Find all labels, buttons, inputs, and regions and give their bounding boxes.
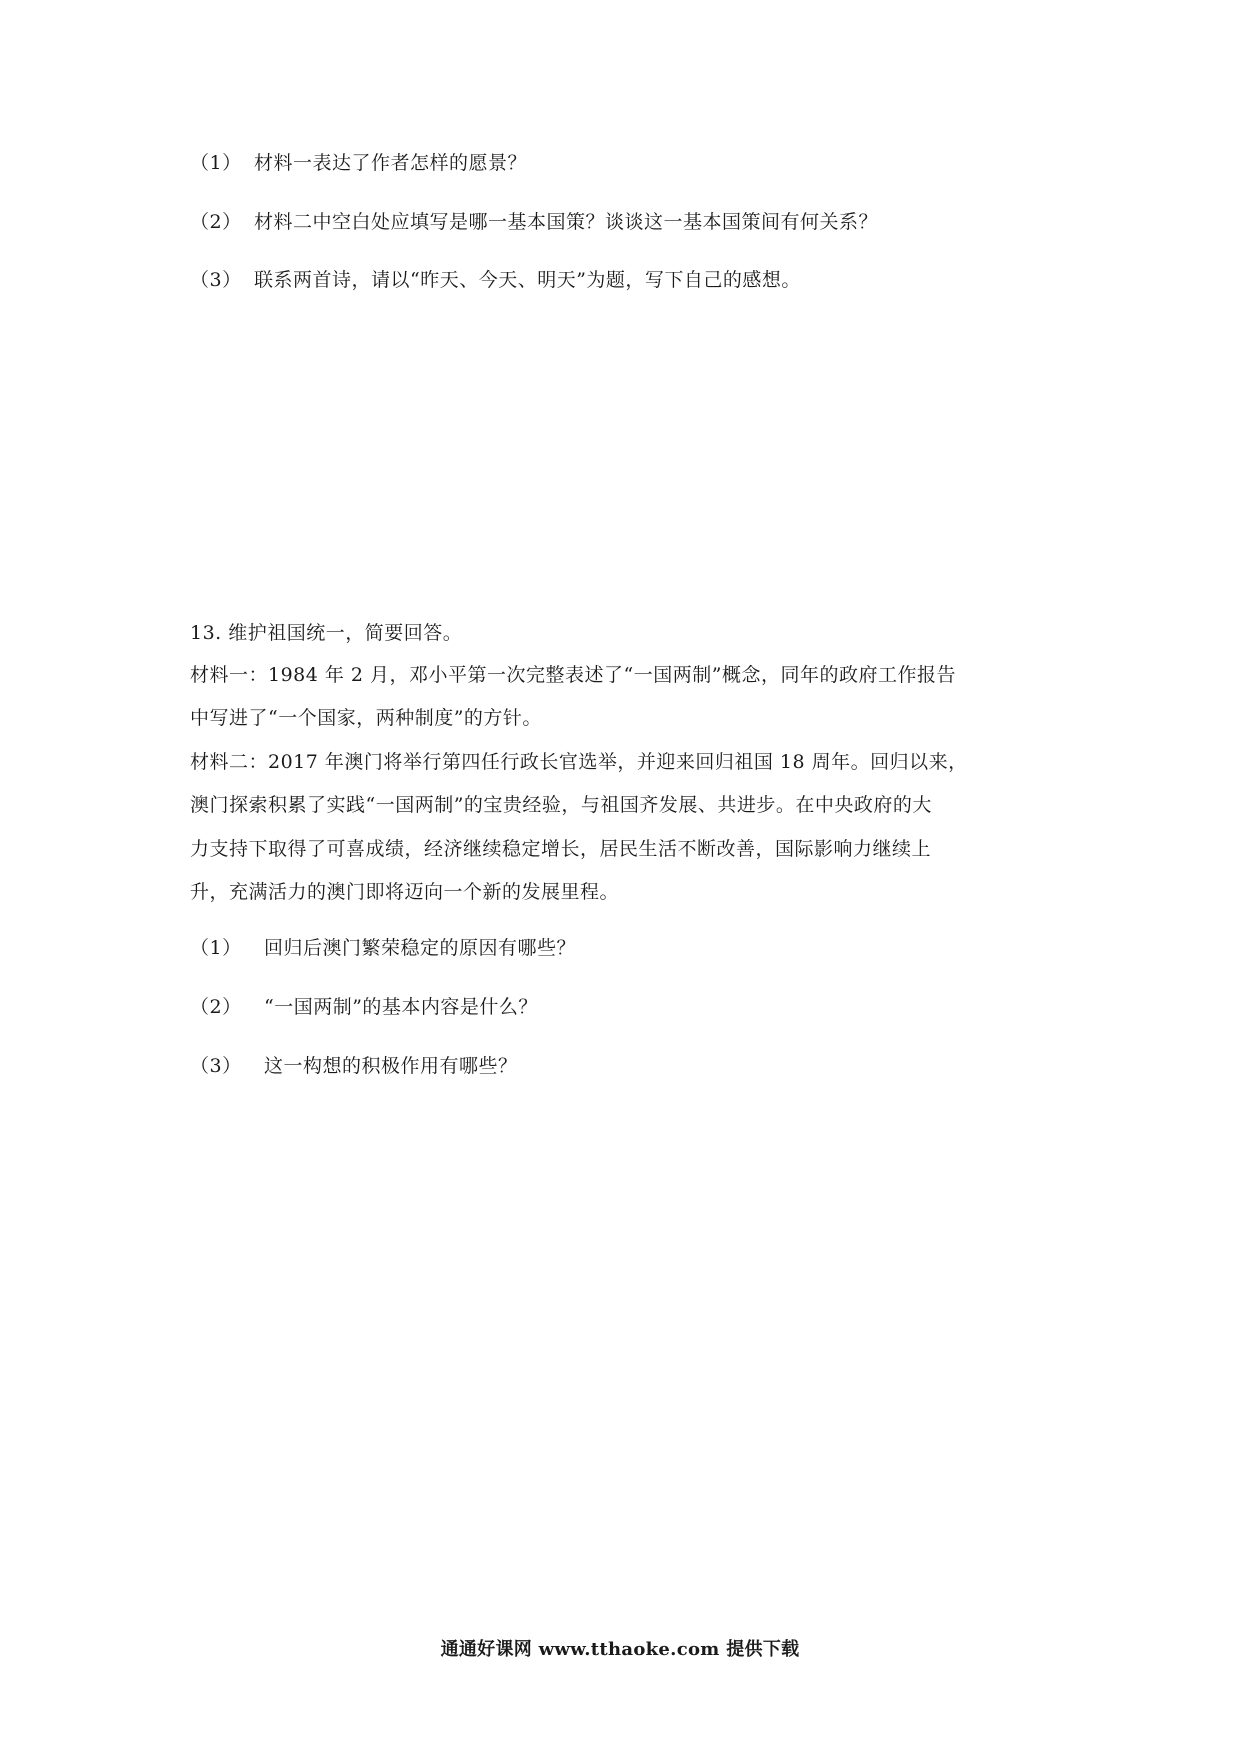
q13-subquestion-2-text: “一国两制”的基本内容是什么？: [264, 996, 538, 1018]
q13-subquestion-3-number: （3）: [190, 1055, 242, 1077]
prev-subquestion-3-text: 联系两首诗，请以“昨天、今天、明天”为题，写下自己的感想。: [254, 269, 801, 291]
material2-line-1: 材料二：2017 年澳门将举行第四任行政长官选举，并迎来回归祖国 18 周年。回归以来，: [190, 751, 968, 773]
prev-subquestion-2: [190, 209, 878, 235]
prev-subquestion-1-text: 材料一表达了作者怎样的愿景？: [254, 152, 528, 174]
q13-subquestion-1: [190, 935, 576, 961]
q13-subquestion-1-number: （1）: [190, 937, 242, 959]
question-13-title: 13. 维护祖国统一，简要回答。: [190, 622, 463, 644]
footer-download-notice: 通通好课网 www.tthaoke.com 提供下载: [440, 1639, 800, 1660]
material1-line-2: 中写进了“一个国家，两种制度”的方针。: [190, 707, 542, 729]
material2-line-4: 升，充满活力的澳门即将迈向一个新的发展里程。: [190, 881, 620, 903]
material2-line-2: 澳门探索积累了实践“一国两制”的宝贵经验，与祖国齐发展、共进步。在中央政府的大: [190, 794, 932, 816]
q13-subquestion-2-number: （2）: [190, 996, 242, 1018]
q13-subquestion-2: [190, 994, 538, 1020]
material2-line-3: 力支持下取得了可喜成绩，经济继续稳定增长，居民生活不断改善，国际影响力继续上: [190, 838, 932, 860]
q13-subquestion-3-text: 这一构想的积极作用有哪些？: [264, 1055, 518, 1077]
q13-subquestion-1-text: 回归后澳门繁荣稳定的原因有哪些？: [264, 937, 577, 959]
prev-subquestion-1-number: （1）: [190, 152, 242, 174]
prev-subquestion-1: [190, 150, 527, 176]
prev-subquestion-3: [190, 267, 801, 293]
prev-subquestion-2-text: 材料二中空白处应填写是哪一基本国策？谈谈这一基本国策间有何关系？: [254, 211, 879, 233]
material1-line-1: 材料一：1984 年 2 月，邓小平第一次完整表述了“一国两制”概念，同年的政府工作报告: [190, 664, 956, 686]
q13-subquestion-3: [190, 1053, 518, 1079]
prev-subquestion-2-number: （2）: [190, 211, 242, 233]
prev-subquestion-3-number: （3）: [190, 269, 242, 291]
